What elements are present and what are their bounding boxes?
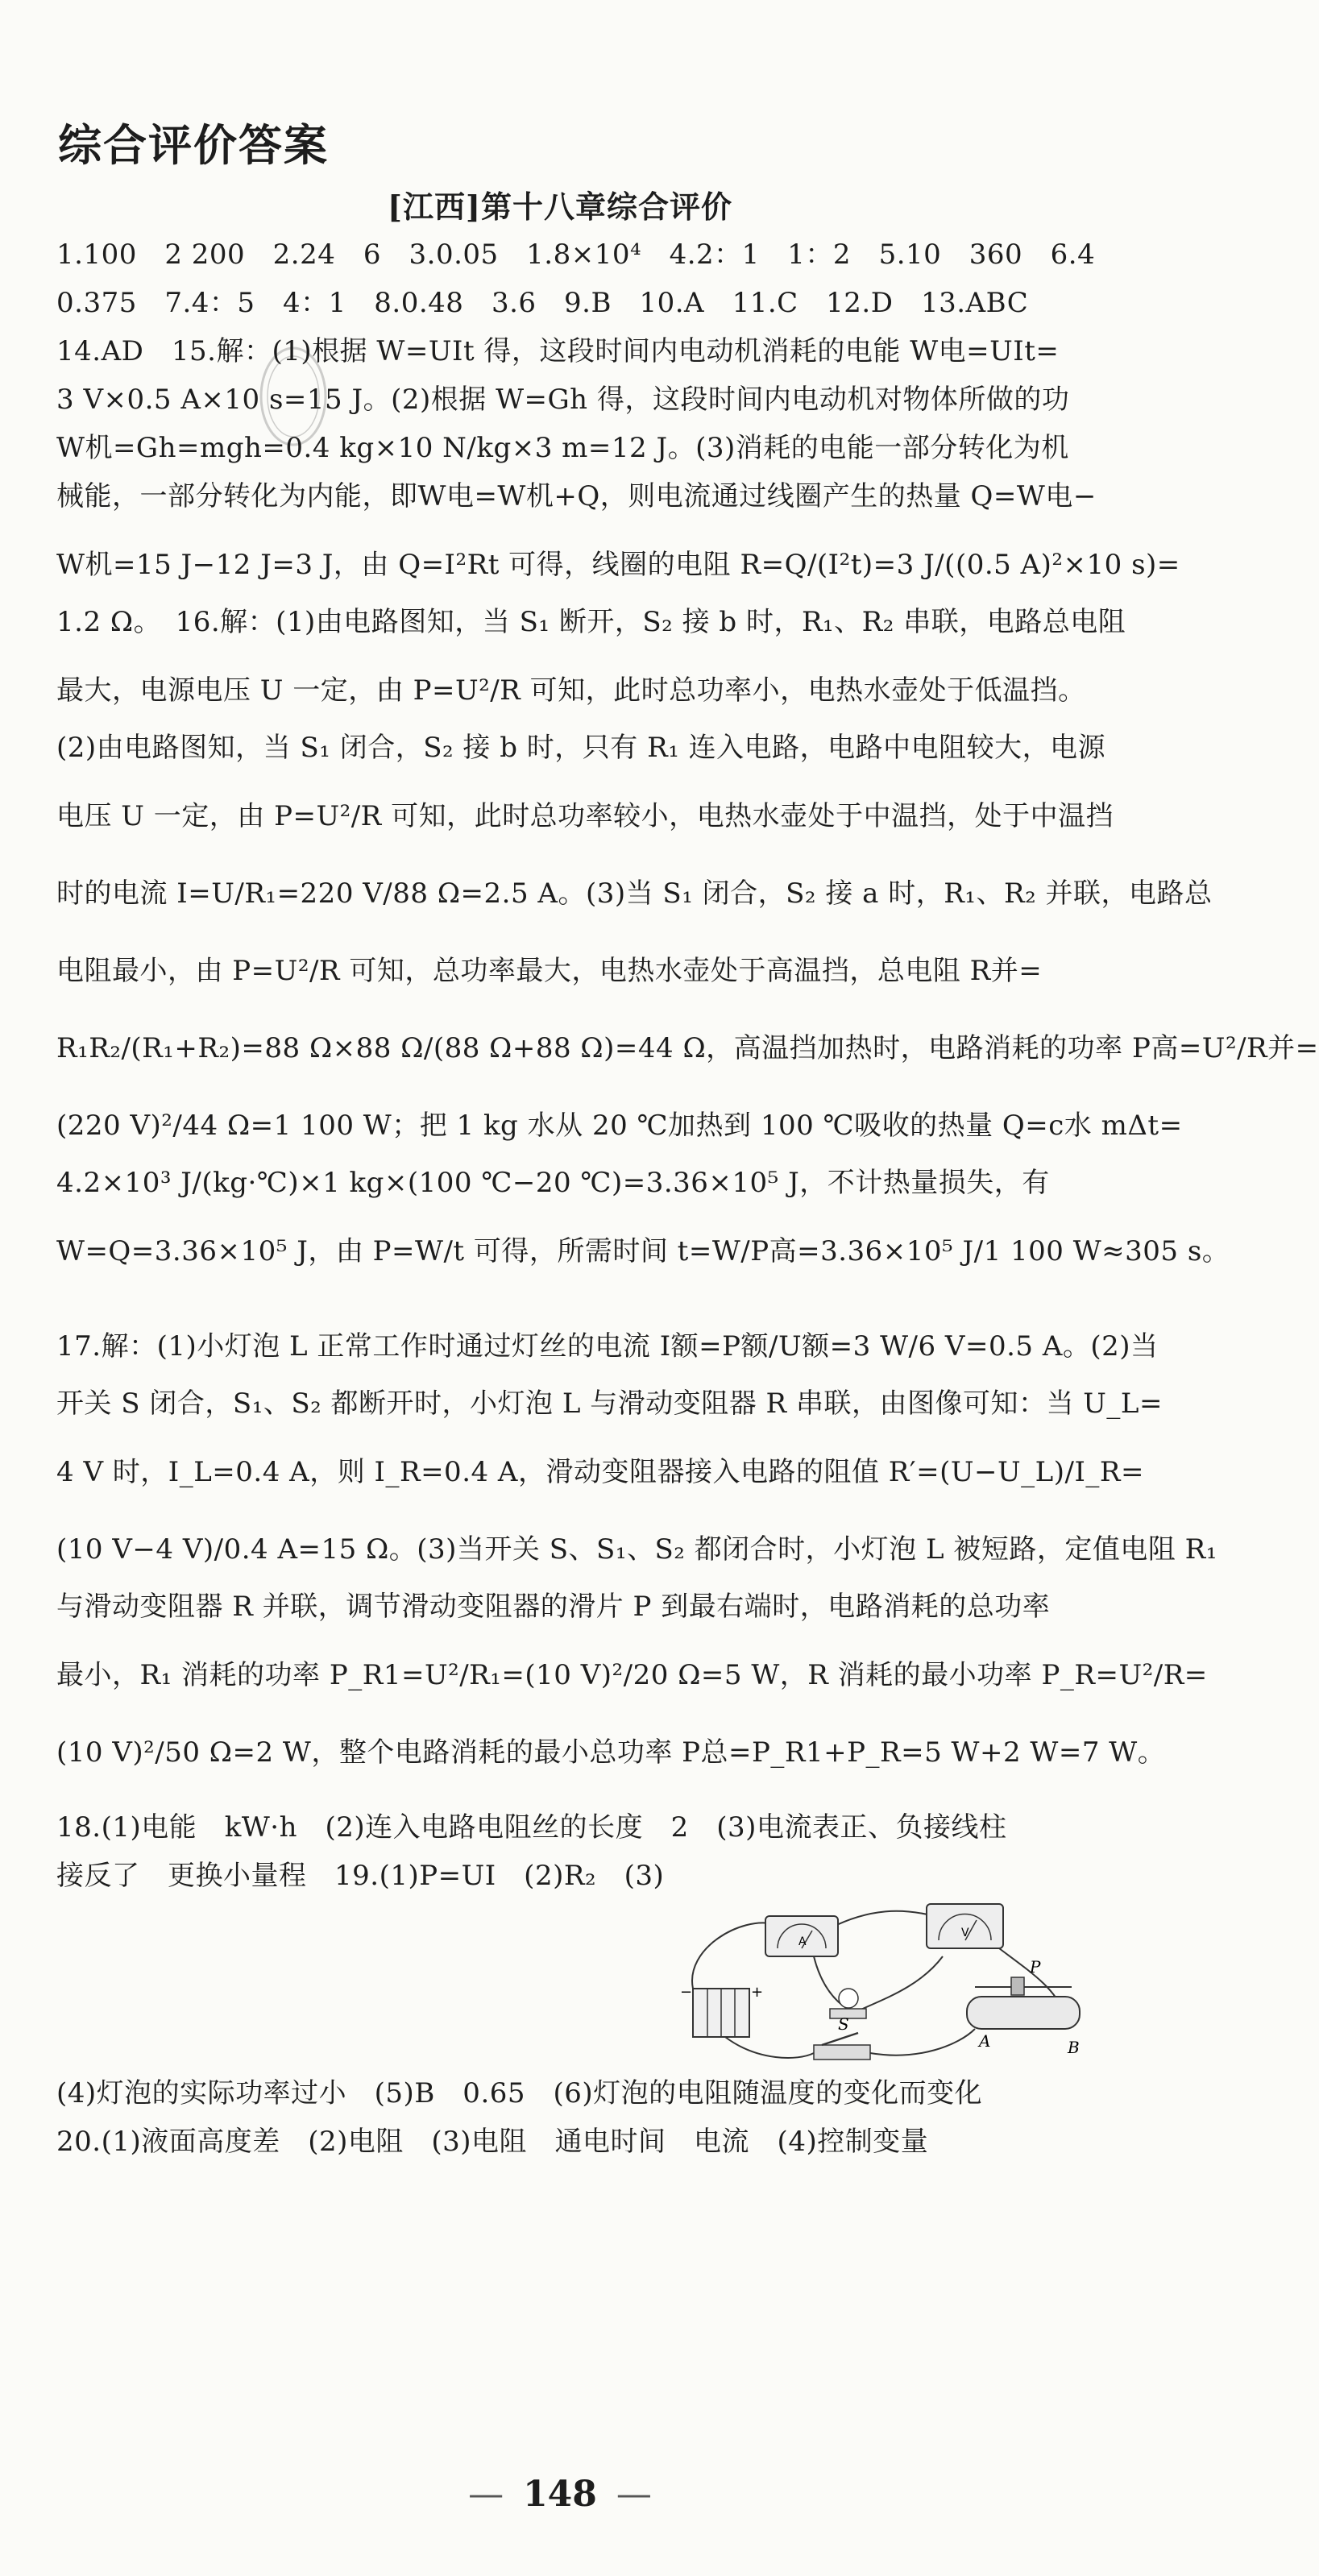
answer-line: 18.(1)电能 kW·h (2)连入电路电阻丝的长度 2 (3)电流表正、负接线柱 xyxy=(56,1811,1007,1844)
svg-text:+: + xyxy=(751,1984,764,2001)
answer-line: W=Q=3.36×10⁵ J，由 P=W/t 可得，所需时间 t=W/P高=3.36×10⁵ J/1 100 W≈305 s。 xyxy=(56,1235,1230,1267)
answer-body xyxy=(56,230,1319,2166)
answer-line: (4)灯泡的实际功率过小 (5)B 0.65 (6)灯泡的电阻随温度的变化而变化 xyxy=(56,2077,983,2109)
answer-line: (2)由电路图知，当 S₁ 闭合，S₂ 接 b 时，只有 R₁ 连入电路，电路中电阻较大，电源 xyxy=(56,732,1106,764)
answer-line: 1.100 2 200 2.24 6 3.0.05 1.8×10⁴ 4.2：1 1：2 5.10 360 6.4 xyxy=(56,239,1096,271)
answer-line: 电阻最小，由 P=U²/R 可知，总功率最大，电热水壶处于高温挡，总电阻 R并= xyxy=(56,955,1043,987)
switch xyxy=(814,2014,870,2060)
answer-line: 20.(1)液面高度差 (2)电阻 (3)电阻 通电时间 电流 (4)控制变量 xyxy=(56,2126,929,2158)
chapter-title: [江西]第十八章综合评价 xyxy=(388,189,732,225)
rheostat xyxy=(967,1957,1080,2057)
answer-line: 14.AD 15.解：(1)根据 W=UIt 得，这段时间内电动机消耗的电能 W电=UIt= xyxy=(56,335,1060,367)
svg-text:B: B xyxy=(1068,2038,1081,2057)
answer-line: 17.解：(1)小灯泡 L 正常工作时通过灯丝的电流 I额=P额/U额=3 W/6 V=0.5 A。(2)当 xyxy=(56,1330,1159,1363)
svg-text:A: A xyxy=(798,1935,807,1948)
answer-line: 电压 U 一定，由 P=U²/R 可知，此时总功率较小，电热水壶处于中温挡，处于中温挡 xyxy=(56,800,1114,832)
answer-line: (10 V)²/50 Ω=2 W，整个电路消耗的最小总功率 P总=P_R1+P_R=5 W+2 W=7 W。 xyxy=(56,1736,1166,1769)
answer-line: 接反了 更换小量程 19.(1)P=UI (2)R₂ (3) xyxy=(56,1860,665,1892)
svg-text:V: V xyxy=(961,1927,970,1939)
answer-line: 开关 S 闭合，S₁、S₂ 都断开时，小灯泡 L 与滑动变阻器 R 串联，由图像可知：当 U_L= xyxy=(56,1388,1163,1420)
answer-line: 械能，一部分转化为内能，即W电=W机+Q，则电流通过线圈产生的热量 Q=W电− xyxy=(56,480,1097,512)
ammeter xyxy=(765,1916,838,1956)
svg-text:−: − xyxy=(680,1984,693,2001)
answer-line: W机=15 J−12 J=3 J，由 Q=I²Rt 可得，线圈的电阻 R=Q/(I²t)=3 J/((0.5 A)²×10 s)= xyxy=(56,549,1180,581)
circuit-diagram xyxy=(677,1900,1096,2069)
answer-line: 1.2 Ω。 16.解：(1)由电路图知，当 S₁ 断开，S₂ 接 b 时，R₁、R₂ 串联，电路总电阻 xyxy=(56,606,1126,638)
svg-text:S: S xyxy=(838,2014,850,2034)
answer-line: 最大，电源电压 U 一定，由 P=U²/R 可知，此时总功率小，电热水壶处于低温挡。 xyxy=(56,674,1086,707)
section-heading: 综合评价答案 xyxy=(58,120,329,171)
answer-line: W机=Gh=mgh=0.4 kg×10 N/kg×3 m=12 J。(3)消耗的电能一部分转化为机 xyxy=(56,432,1069,464)
answer-line: 4 V 时，I_L=0.4 A，则 I_R=0.4 A，滑动变阻器接入电路的阻值 R′=(U−U_L)/I_R= xyxy=(56,1456,1144,1488)
svg-text:A: A xyxy=(979,2031,991,2051)
voltmeter xyxy=(927,1904,1003,1948)
answer-line: 3 V×0.5 A×10 s=15 J。(2)根据 W=Gh 得，这段时间内电动机对物体所做的功 xyxy=(56,384,1070,416)
answer-line: 时的电流 I=U/R₁=220 V/88 Ω=2.5 A。(3)当 S₁ 闭合，S₂ 接 a 时，R₁、R₂ 并联，电路总 xyxy=(56,877,1213,910)
battery xyxy=(680,1984,764,2037)
answer-line: R₁R₂/(R₁+R₂)=88 Ω×88 Ω/(88 Ω+88 Ω)=44 Ω，高温挡加热时，电路消耗的功率 P高=U²/R并= xyxy=(56,1032,1319,1064)
answer-line: 最小，R₁ 消耗的功率 P_R1=U²/R₁=(10 V)²/20 Ω=5 W，R 消耗的最小功率 P_R=U²/R= xyxy=(56,1659,1208,1691)
answer-line: 与滑动变阻器 R 并联，调节滑动变阻器的滑片 P 到最右端时，电路消耗的总功率 xyxy=(56,1591,1051,1623)
page-number: — 148 — xyxy=(468,2474,652,2515)
answer-line: 0.375 7.4：5 4：1 8.0.48 3.6 9.B 10.A 11.C 12.D 13.ABC xyxy=(56,287,1029,319)
answer-line: 4.2×10³ J/(kg·℃)×1 kg×(100 ℃−20 ℃)=3.36×10⁵ J，不计热量损失，有 xyxy=(56,1167,1050,1199)
answer-line: (220 V)²/44 Ω=1 100 W；把 1 kg 水从 20 ℃加热到 100 ℃吸收的热量 Q=c水 mΔt= xyxy=(56,1110,1183,1142)
answer-line: (10 V−4 V)/0.4 A=15 Ω。(3)当开关 S、S₁、S₂ 都闭合时，小灯泡 L 被短路，定值电阻 R₁ xyxy=(56,1533,1217,1566)
svg-text:P: P xyxy=(1030,1957,1041,1977)
